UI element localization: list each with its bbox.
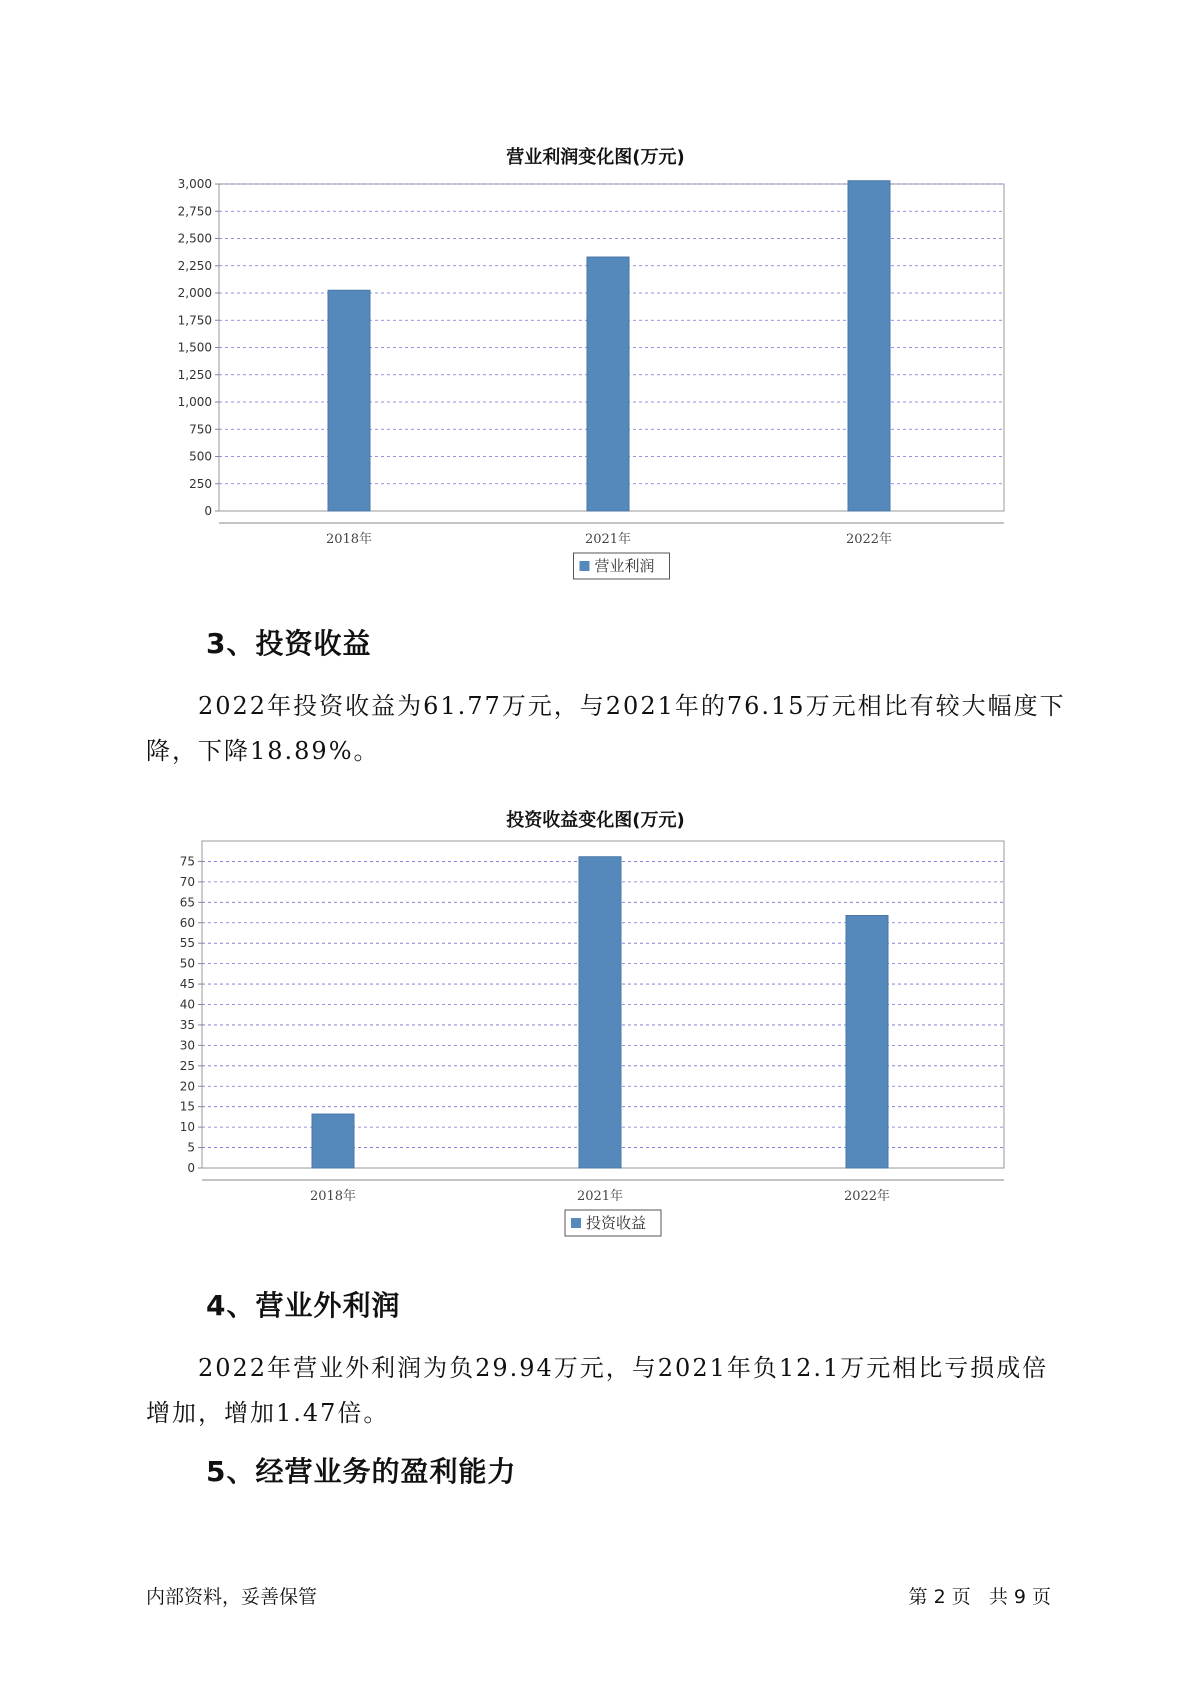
y-tick-label: 20: [179, 1079, 195, 1094]
y-tick-label: 2,500: [177, 231, 212, 246]
chart-title-investment-income: 投资收益变化图(万元): [506, 810, 685, 831]
investment-income-chart: [0, 800, 1191, 1250]
y-tick-label: 40: [179, 997, 195, 1012]
paragraph-text: 2022年营业外利润为负29.94万元，与2021年负12.1万元相比亏损成倍增加，增加1.47倍。: [146, 1354, 1049, 1427]
y-tick-label: 65: [179, 895, 195, 910]
section-heading-non-operating-profit: 4、营业外利润: [206, 1289, 401, 1322]
legend-swatch: [580, 561, 590, 571]
bar-2022年: [846, 916, 888, 1168]
bar-2018年: [328, 290, 370, 511]
y-tick-label: 1,500: [177, 340, 212, 355]
footer-confidential-note: 内部资料，妥善保管: [146, 1586, 318, 1608]
y-tick-label: 0: [204, 504, 212, 518]
y-tick-label: 10: [179, 1120, 195, 1135]
y-tick-label: 500: [189, 449, 212, 464]
chart-title-operating-profit: 营业利润变化图(万元): [506, 147, 685, 168]
y-tick-label: 250: [189, 476, 212, 491]
y-tick-label: 55: [179, 936, 195, 951]
x-tick-label: 2022年: [845, 532, 893, 547]
y-tick-label: 2,000: [177, 286, 212, 300]
y-tick-label: 75: [179, 854, 195, 869]
y-tick-label: 50: [179, 956, 195, 971]
y-tick-label: 25: [179, 1058, 195, 1073]
x-tick-label: 2021年: [576, 1189, 624, 1204]
x-tick-label: 2021年: [584, 532, 632, 547]
bar-2022年: [848, 181, 890, 511]
y-tick-label: 1,250: [177, 367, 212, 382]
y-tick-label: 15: [179, 1099, 195, 1114]
bar-2021年: [579, 857, 621, 1168]
section-heading-profitability: 5、经营业务的盈利能力: [206, 1455, 517, 1488]
y-tick-label: 5: [187, 1140, 195, 1155]
legend-swatch: [571, 1218, 581, 1228]
y-tick-label: 45: [179, 977, 195, 992]
operating-profit-chart: [0, 140, 1191, 590]
bar-2021年: [587, 257, 629, 511]
y-tick-label: 30: [179, 1038, 195, 1053]
x-tick-label: 2022年: [843, 1189, 891, 1204]
y-tick-label: 3,000: [177, 177, 212, 191]
y-tick-label: 2,250: [177, 258, 212, 273]
y-tick-label: 1,000: [177, 395, 212, 409]
y-tick-label: 60: [179, 915, 195, 930]
y-tick-label: 0: [187, 1161, 195, 1175]
footer-page-number: 第 2 页 共 9 页: [908, 1586, 1051, 1608]
section-heading-investment-income: 3、投资收益: [206, 627, 372, 660]
x-tick-label: 2018年: [309, 1189, 357, 1204]
y-tick-label: 70: [179, 874, 195, 889]
y-tick-label: 750: [189, 422, 212, 437]
y-tick-label: 1,750: [177, 313, 212, 328]
paragraph-text: 2022年投资收益为61.77万元，与2021年的76.15万元相比有较大幅度下降，下降18.89%。: [146, 692, 1066, 765]
bar-2018年: [312, 1114, 354, 1168]
section-paragraph-non-operating-profit: [146, 1346, 1066, 1436]
y-tick-label: 2,750: [177, 204, 212, 219]
legend-label: 营业利润: [594, 557, 655, 575]
legend-label: 投资收益: [586, 1214, 647, 1232]
x-tick-label: 2018年: [325, 532, 373, 547]
y-tick-label: 35: [179, 1017, 195, 1032]
section-paragraph-investment-income: [146, 684, 1066, 774]
